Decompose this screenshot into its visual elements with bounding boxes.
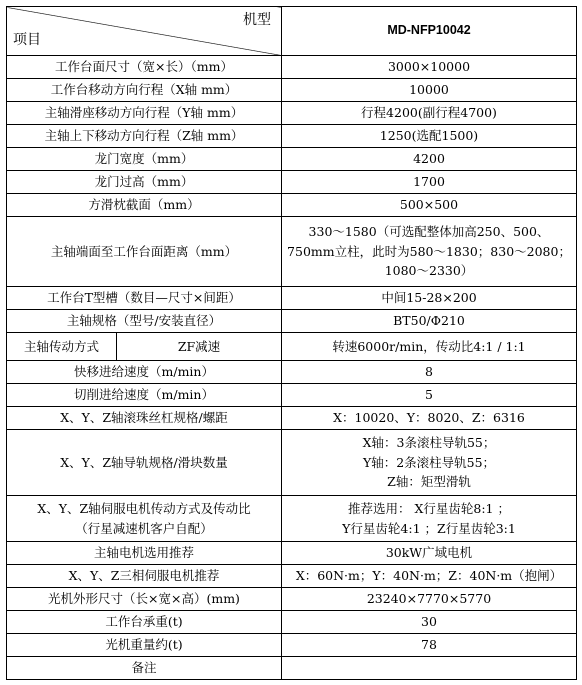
row-label: 光机外形尺寸（长×宽×高）(mm) [7, 588, 282, 611]
table-row [7, 657, 577, 680]
row-label: X、Y、Z轴导轨规格/滑块数量 [7, 430, 282, 496]
row-label: X、Y、Z三相伺服电机推荐 [7, 565, 282, 588]
value-line: 330～1580（可选配整体加高250、500、 [308, 224, 550, 240]
row-label: 快移进给速度（m/min） [7, 361, 282, 384]
row-label: 工作台面尺寸（宽×长）（mm） [7, 56, 282, 79]
row-label: 主轴端面至工作台面距离（mm） [7, 217, 282, 287]
table-row [7, 634, 577, 657]
row-sublabel: ZF减速 [117, 333, 282, 361]
row-value: 行程4200(副行程4700) [282, 102, 577, 125]
row-label: 主轴滑座移动方向行程（Y轴 mm） [7, 102, 282, 125]
value-line: X轴：3条滚柱导轨55； [362, 435, 496, 451]
row-value-multiline [282, 496, 577, 542]
value-line: Y行星齿轮4:1 ；Z行星齿轮3:1 [342, 520, 516, 536]
table-row [7, 496, 577, 542]
row-value: BT50/Φ210 [282, 310, 577, 333]
table-row [7, 310, 577, 333]
row-value-multiline [282, 430, 577, 496]
table-row [7, 148, 577, 171]
row-value: 1700 [282, 171, 577, 194]
table-row [7, 287, 577, 310]
table-row [7, 102, 577, 125]
row-value: 1250(选配1500) [282, 125, 577, 148]
row-value: 30kW广域电机 [282, 542, 577, 565]
row-label: 备注 [7, 657, 282, 680]
row-value: 10000 [282, 79, 577, 102]
row-value: 8 [282, 361, 577, 384]
row-label: 光机重量约(t) [7, 634, 282, 657]
value-line: 1080～2330） [384, 263, 474, 279]
row-value: 78 [282, 634, 577, 657]
row-label: 主轴规格（型号/安装直径） [7, 310, 282, 333]
row-value: 23240×7770×5770 [282, 588, 577, 611]
row-label: 龙门宽度（mm） [7, 148, 282, 171]
table-row [7, 56, 577, 79]
table-row [7, 588, 577, 611]
row-label: 工作台移动方向行程（X轴 mm） [7, 79, 282, 102]
row-label: 工作台T型槽（数目—尺寸×间距） [7, 287, 282, 310]
row-label: 方滑枕截面（mm） [7, 194, 282, 217]
row-label-multiline [7, 496, 282, 542]
row-label: 主轴上下移动方向行程（Z轴 mm） [7, 125, 282, 148]
table-row [7, 79, 577, 102]
table-row [7, 194, 577, 217]
table-row [7, 217, 577, 287]
table-row [7, 407, 577, 430]
diagonal-header-cell [7, 7, 282, 56]
row-value: 3000×10000 [282, 56, 577, 79]
row-value [282, 657, 577, 680]
value-line: 推荐选用： X行星齿轮8:1 ； [348, 501, 510, 517]
table-row [7, 333, 577, 361]
spec-table [6, 6, 577, 680]
row-value: 4200 [282, 148, 577, 171]
table-row [7, 171, 577, 194]
table-row [7, 611, 577, 634]
row-value: 5 [282, 384, 577, 407]
row-label: 主轴传动方式 [7, 333, 117, 361]
value-line: Y轴：2条滚柱导轨55； [362, 454, 496, 470]
table-row [7, 430, 577, 496]
value-line: 750mm立柱，此时为580～1830；830～2080； [287, 243, 571, 259]
row-label: X、Y、Z轴滚珠丝杠规格/螺距 [7, 407, 282, 430]
row-value: 中间15-28×200 [282, 287, 577, 310]
label-line: X、Y、Z轴伺服电机传动方式及传动比 [37, 501, 251, 517]
table-row [7, 542, 577, 565]
model-value: MD-NFP10042 [282, 7, 577, 56]
table-row [7, 384, 577, 407]
row-label: 工作台承重(t) [7, 611, 282, 634]
table-row [7, 361, 577, 384]
row-value: 30 [282, 611, 577, 634]
row-value-multiline [282, 217, 577, 287]
row-value: X：10020、Y：8020、Z：6316 [282, 407, 577, 430]
row-label: 龙门过高（mm） [7, 171, 282, 194]
row-value: 500×500 [282, 194, 577, 217]
row-label: 切削进给速度（m/min） [7, 384, 282, 407]
value-line: Z轴：矩型滑轨 [387, 474, 471, 490]
table-row [7, 125, 577, 148]
table-row [7, 565, 577, 588]
header-row [7, 7, 577, 56]
row-label: 主轴电机选用推荐 [7, 542, 282, 565]
item-corner-label: 项目 [13, 32, 41, 49]
row-value: 转速6000r/min，传动比4:1 / 1:1 [282, 333, 577, 361]
row-value: X：60N·m；Y：40N·m；Z：40N·m（抱闸） [282, 565, 577, 588]
label-line: （行星减速机客户自配） [75, 520, 213, 536]
model-corner-label: 机型 [243, 12, 271, 28]
